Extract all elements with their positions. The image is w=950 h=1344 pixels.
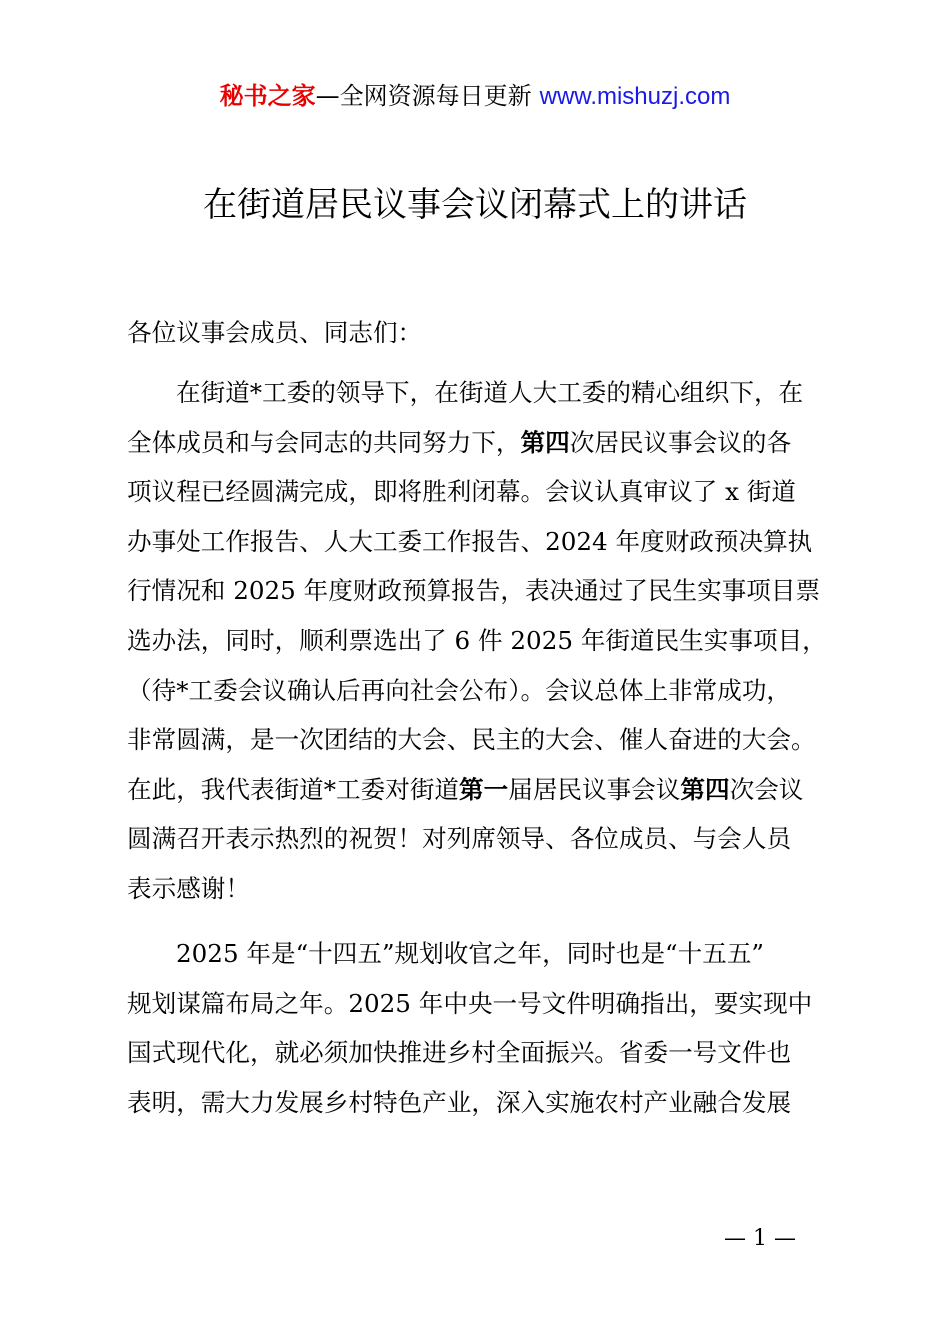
paragraph-line: 选办法，同时，顺利票选出了 6 件 2025 年街道民生实事项目， (127, 625, 827, 655)
site-url-link[interactable]: www.mishuzj.com (539, 83, 731, 110)
paragraph-line (127, 765, 837, 815)
text-run: 届居民议事会议 (508, 774, 681, 804)
paragraph-2 (127, 929, 837, 1127)
text-run: 在此，我代表街道*工委对街道 (127, 774, 460, 804)
paragraph-line: 2025 年是“十四五”规划收官之年，同时也是“十五五” (176, 939, 764, 968)
emphasis-text: 第四 (680, 774, 730, 804)
paragraph-1 (127, 368, 837, 914)
emphasis-text: 第四 (520, 427, 570, 457)
text-run: 次居民议事会议的各 (569, 427, 792, 457)
paragraph-line: 国式现代化，就必须加快推进乡村全面振兴。省委一号文件也 (127, 1038, 792, 1068)
paragraph-line (127, 418, 837, 468)
brand-name: 秘书之家 (219, 82, 316, 110)
text-run: 全体成员和与会同志的共同努力下， (127, 427, 521, 457)
paragraph-line: 在街道*工委的领导下，在街道人大工委的精心组织下，在 (176, 378, 804, 407)
paragraph-line: 表示感谢！ (127, 873, 250, 903)
document-title: 在街道居民议事会议闭幕式上的讲话 (203, 185, 747, 225)
emphasis-text: 第一 (459, 774, 509, 804)
page-number: — 1 — (724, 1226, 796, 1251)
paragraph-line: （待*工委会议确认后再向社会公布）。会议总体上非常成功， (127, 675, 792, 705)
paragraph-line: 非常圆满，是一次团结的大会、民主的大会、催人奋进的大会。 (127, 725, 816, 755)
paragraph-line: 圆满召开表示热烈的祝贺！对列席领导、各位成员、与会人员 (127, 824, 792, 854)
paragraph-line: 规划谋篇布局之年。2025 年中央一号文件明确指出，要实现中 (127, 988, 813, 1018)
text-run: 次会议 (729, 774, 804, 804)
site-header (0, 80, 950, 113)
paragraph-line: 表明，需大力发展乡村特色产业，深入实施农村产业融合发展 (127, 1087, 792, 1117)
paragraph-line: 行情况和 2025 年度财政预算报告，表决通过了民生实事项目票 (127, 576, 821, 606)
paragraph-line: 项议程已经圆满完成，即将胜利闭幕。会议认真审议了 x 街道 (127, 477, 796, 507)
header-tagline: —全网资源每日更新 (315, 82, 532, 110)
salutation: 各位议事会成员、同志们： (127, 318, 423, 347)
paragraph-line: 办事处工作报告、人大工委工作报告、2024 年度财政预决算执 (127, 526, 813, 556)
